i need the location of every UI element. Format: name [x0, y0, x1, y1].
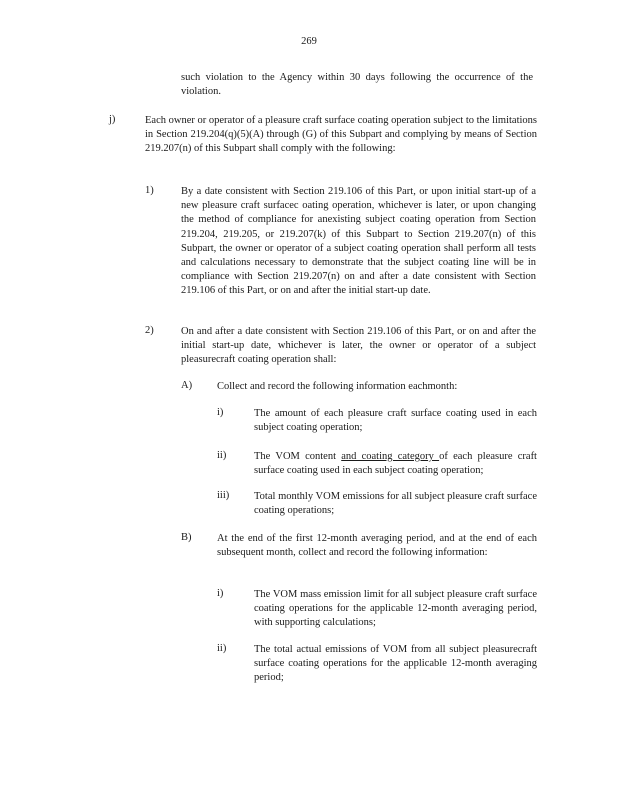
item-A-iii-paragraph: Total monthly VOM emissions for all subject pleasure craft surface coating operations; [254, 491, 537, 517]
item-A-ii-marker: ii) [217, 450, 227, 461]
continuation-paragraph: such violation to the Agency within 30 days following the occurrence of the violation. [181, 72, 533, 98]
item-A-i-marker: i) [217, 407, 224, 418]
item-B-i-marker: i) [217, 588, 224, 599]
item-1-marker: 1) [145, 185, 154, 196]
item-2-marker: 2) [145, 325, 154, 336]
item-2-paragraph: On and after a date consistent with Section 219.106 of this Part, or on and after the initial start-up date, whichever is later, the owner or operator of a subject pleasurecraft coating operation shall: [181, 326, 536, 366]
item-1-paragraph: By a date consistent with Section 219.106 of this Part, or upon initial start-up of a new pleasure craft surfacec oating operation, whichever is later, or upon changing the method of compliance for anexisting subject coating operation from Section 219.204, 219.205, or 219.207(k) of this Subpart to Section 219.207(n) of this Subpart, the owner or operator of a subject coating operation shall perform all tests and calculations necessary to demonstrate that the subject coating line will be in compliance with Section 219.207(n) on and after a date consistent with Section 219.106 of this Part, or on and after the initial start-up date. [181, 186, 536, 297]
item-A-ii-text-before: The VOM content [254, 451, 342, 462]
section-j-paragraph: Each owner or operator of a pleasure craft surface coating operation subject to the limitations in Section 219.204(q)(5)(A) through (G) of this Subpart and complying by means of Section 219.207(n) of this Subpart shall comply with the following: [145, 115, 537, 155]
item-A-ii-text-after: of each pleasure craft surface coating used in each subject coating operation; [254, 451, 537, 477]
item-B-paragraph: At the end of the first 12-month averaging period, and at the end of each subsequent month, collect and record the following information: [217, 533, 537, 559]
section-j-marker: j) [109, 114, 116, 125]
item-B-marker: B) [181, 532, 192, 543]
page-number: 269 [301, 36, 317, 47]
item-A-iii-marker: iii) [217, 490, 230, 501]
item-A-paragraph: Collect and record the following information eachmonth: [217, 381, 458, 392]
item-A-ii-underlined-insertion: and coating category [341, 451, 440, 462]
item-A-marker: A) [181, 380, 193, 391]
item-A-ii-paragraph [254, 450, 537, 478]
item-A-i-paragraph: The amount of each pleasure craft surface coating used in each subject coating operation; [254, 408, 537, 434]
item-B-ii-paragraph: The total actual emissions of VOM from all subject pleasurecraft surface coating operations for the applicable 12-month averaging period; [254, 644, 537, 684]
item-B-ii-marker: ii) [217, 643, 227, 654]
item-B-i-paragraph: The VOM mass emission limit for all subject pleasure craft surface coating operations for the applicable 12-month averaging period, with supporting calculations; [254, 589, 537, 629]
